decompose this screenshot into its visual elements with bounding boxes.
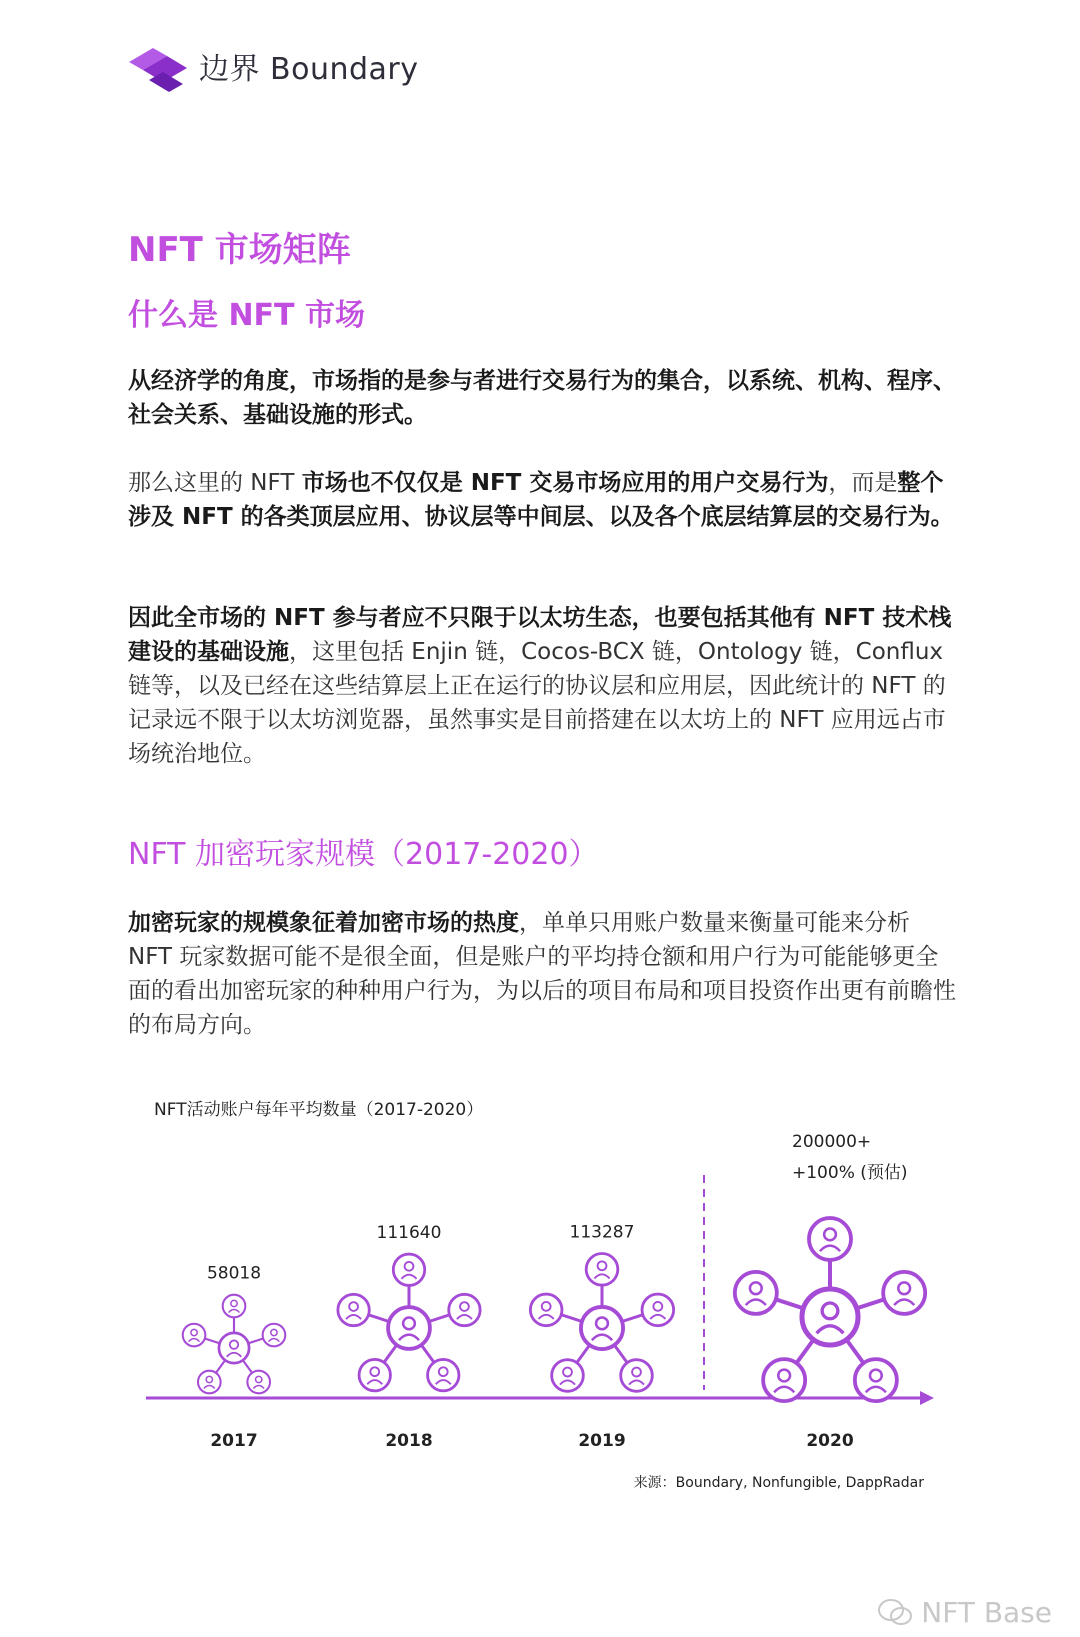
user-hub-icon <box>581 1307 623 1349</box>
user-hub-icon <box>802 1289 858 1345</box>
chart-annotation: +100% (预估) <box>792 1163 908 1183</box>
tick-label-2020: 2020 <box>806 1431 854 1451</box>
network-cluster-2019 <box>530 1253 673 1391</box>
tick-label-2017: 2017 <box>210 1431 258 1451</box>
paragraph-2 <box>128 466 958 534</box>
user-node-icon <box>223 1295 246 1318</box>
p3-rest: ，这里包括 Enjin 链，Cocos-BCX 链，Ontology 链，Conflux 链等，以及已经在这些结算层上正在运行的协议层和应用层，因此统计的 NFT 的记录远不限于以太坊浏览器，虽然事实是目前搭建在以太坊上的 NFT 应用远占市场统治地位。 <box>128 639 946 767</box>
p1-bold: 从经济学的角度，市场指的是参与者进行交易行为的集合，以系统、机构、程序、社会关系、基础设施的形式。 <box>128 368 956 428</box>
user-node-icon <box>338 1294 369 1325</box>
user-node-icon <box>809 1218 851 1260</box>
paragraph-3 <box>128 601 958 771</box>
section2-title: NFT 加密玩家规模（2017-2020） <box>128 837 599 872</box>
user-node-icon <box>393 1254 424 1285</box>
chart-title: NFT活动账户每年平均数量（2017-2020） <box>154 1100 484 1120</box>
user-node-icon <box>855 1359 897 1401</box>
user-node-icon <box>642 1294 674 1326</box>
user-hub-icon <box>388 1307 430 1349</box>
data-label-2019: 113287 <box>569 1222 635 1243</box>
section-subtitle: 什么是 NFT 市场 <box>128 298 365 333</box>
tick-label-2019: 2019 <box>578 1431 626 1451</box>
user-node-icon <box>247 1371 270 1394</box>
tick-label-2018: 2018 <box>385 1431 433 1451</box>
user-node-icon <box>586 1253 618 1285</box>
p2-mid: ，而是 <box>828 470 898 496</box>
p4-bold: 加密玩家的规模象征着加密市场的热度 <box>128 910 519 936</box>
user-node-icon <box>449 1294 480 1325</box>
user-node-icon <box>428 1359 459 1390</box>
nft-accounts-chart <box>0 1085 1080 1505</box>
logo-text: 边界 Boundary <box>199 52 419 87</box>
user-node-icon <box>359 1359 390 1390</box>
data-label-2020: 200000+ <box>792 1132 872 1152</box>
p2-bold2: 整个涉及 NFT 的各类顶层应用、协议层等中间层、以及各个底层结算层的交易行为。 <box>128 470 954 530</box>
wechat-icon <box>877 1598 913 1628</box>
paragraph-1 <box>128 364 958 432</box>
boundary-logo-icon <box>127 40 189 92</box>
p2-bold: 市场也不仅仅是 NFT 交易市场应用的用户交易行为 <box>301 470 829 496</box>
user-hub-icon <box>219 1333 249 1363</box>
data-label-2017: 58018 <box>206 1263 262 1284</box>
data-label-2018: 111640 <box>376 1223 442 1244</box>
brand-logo <box>127 40 419 92</box>
user-node-icon <box>621 1360 653 1392</box>
paragraph-4 <box>128 906 958 1042</box>
x-axis-arrow <box>920 1391 934 1405</box>
user-node-icon <box>735 1272 777 1314</box>
user-node-icon <box>883 1272 925 1314</box>
network-cluster-2017 <box>183 1295 286 1394</box>
user-node-icon <box>552 1360 584 1392</box>
network-cluster-2018 <box>338 1254 480 1391</box>
network-cluster-2020 <box>735 1218 925 1401</box>
p2-pre: 那么这里的 NFT <box>128 470 302 496</box>
user-node-icon <box>183 1324 206 1347</box>
p4-rest: ，单单只用账户数量来衡量可能来分析 NFT 玩家数据可能不是很全面，但是账户的平均持仓额和用户行为可能能够更全面的看出加密玩家的种种用户行为，为以后的项目布局和项目投资作出更有前瞻性的布局方向。 <box>128 910 956 1038</box>
watermark <box>877 1596 1052 1629</box>
section-title: NFT 市场矩阵 <box>128 230 351 270</box>
user-node-icon <box>530 1294 562 1326</box>
watermark-text: NFT Base <box>921 1596 1052 1629</box>
user-node-icon <box>198 1371 221 1394</box>
p3-bold: 因此全市场的 NFT 参与者应不只限于以太坊生态，也要包括其他有 NFT 技术栈建设的基础设施 <box>128 605 952 665</box>
chart-source: 来源：Boundary, Nonfungible, DappRadar <box>633 1475 924 1491</box>
user-node-icon <box>763 1359 805 1401</box>
user-node-icon <box>263 1324 286 1347</box>
